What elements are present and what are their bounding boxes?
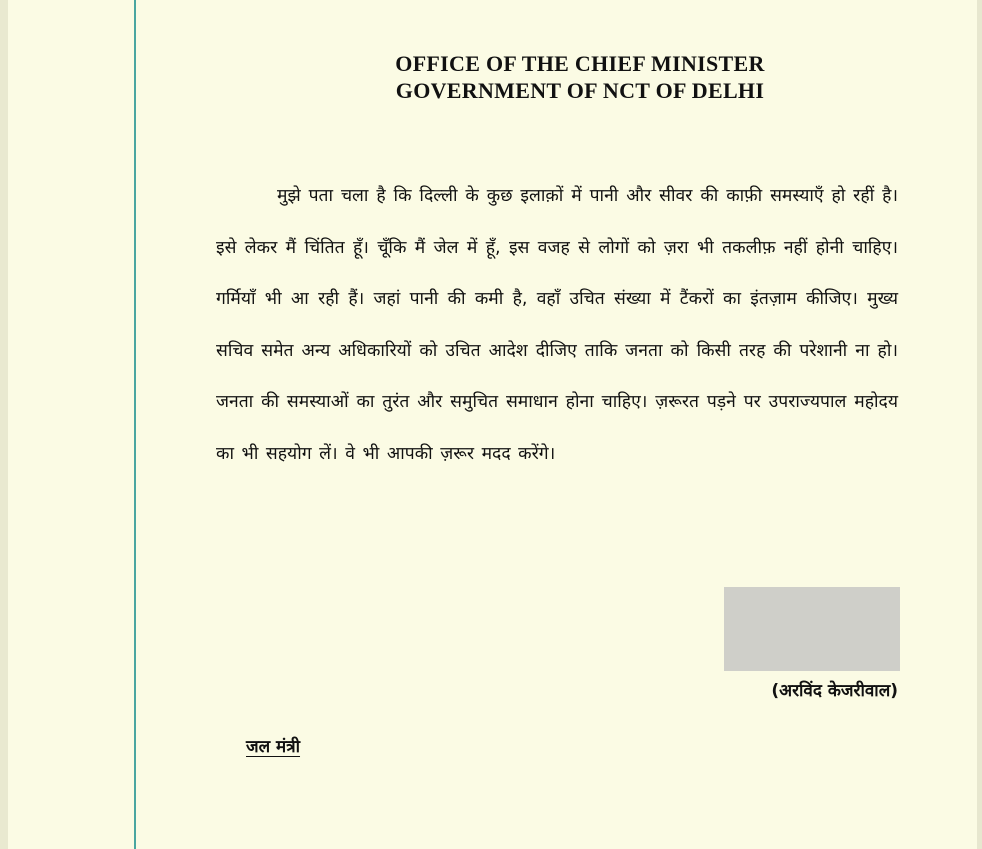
letter-body: मुझे पता चला है कि दिल्ली के कुछ इलाक़ों में पानी और सीवर की काफ़ी समस्याएँ हो रहीं है। इसे लेकर मैं चिंतित हूँ। चूँकि मैं जेल में हूँ, इस वजह से लोगों को ज़रा भी तकलीफ़ नहीं होनी चाहिए। गर्मियाँ भी आ रही हैं। जहां पानी की कमी है, वहाँ उचित संख्या में टैंकरों का इंतज़ाम कीजिए। मुख्य सचिव समेत अन्य अधिकारियों को उचित आदेश दीजिए ताकि जनता को किसी तरह की परेशानी ना हो। जनता की समस्याओं का तुरंत और समुचित समाधान होना चाहिए। ज़रूरत पड़ने पर उपराज्यपाल महोदय का भी सहयोग लें। वे भी आपकी ज़रूर मदद करेंगे। <box>216 186 898 464</box>
letterhead-government: GOVERNMENT OF NCT OF DELHI <box>395 78 765 103</box>
right-edge <box>977 0 982 849</box>
margin-line <box>134 0 136 849</box>
letterhead <box>330 50 830 104</box>
letterhead-office: OFFICE OF THE CHIEF MINISTER <box>395 51 765 76</box>
signatory-name: (अरविंद केजरीवाल) <box>771 681 898 701</box>
recipient-designation: जल मंत्री <box>246 737 301 757</box>
left-gutter <box>0 0 8 849</box>
redacted-signature <box>724 587 900 671</box>
